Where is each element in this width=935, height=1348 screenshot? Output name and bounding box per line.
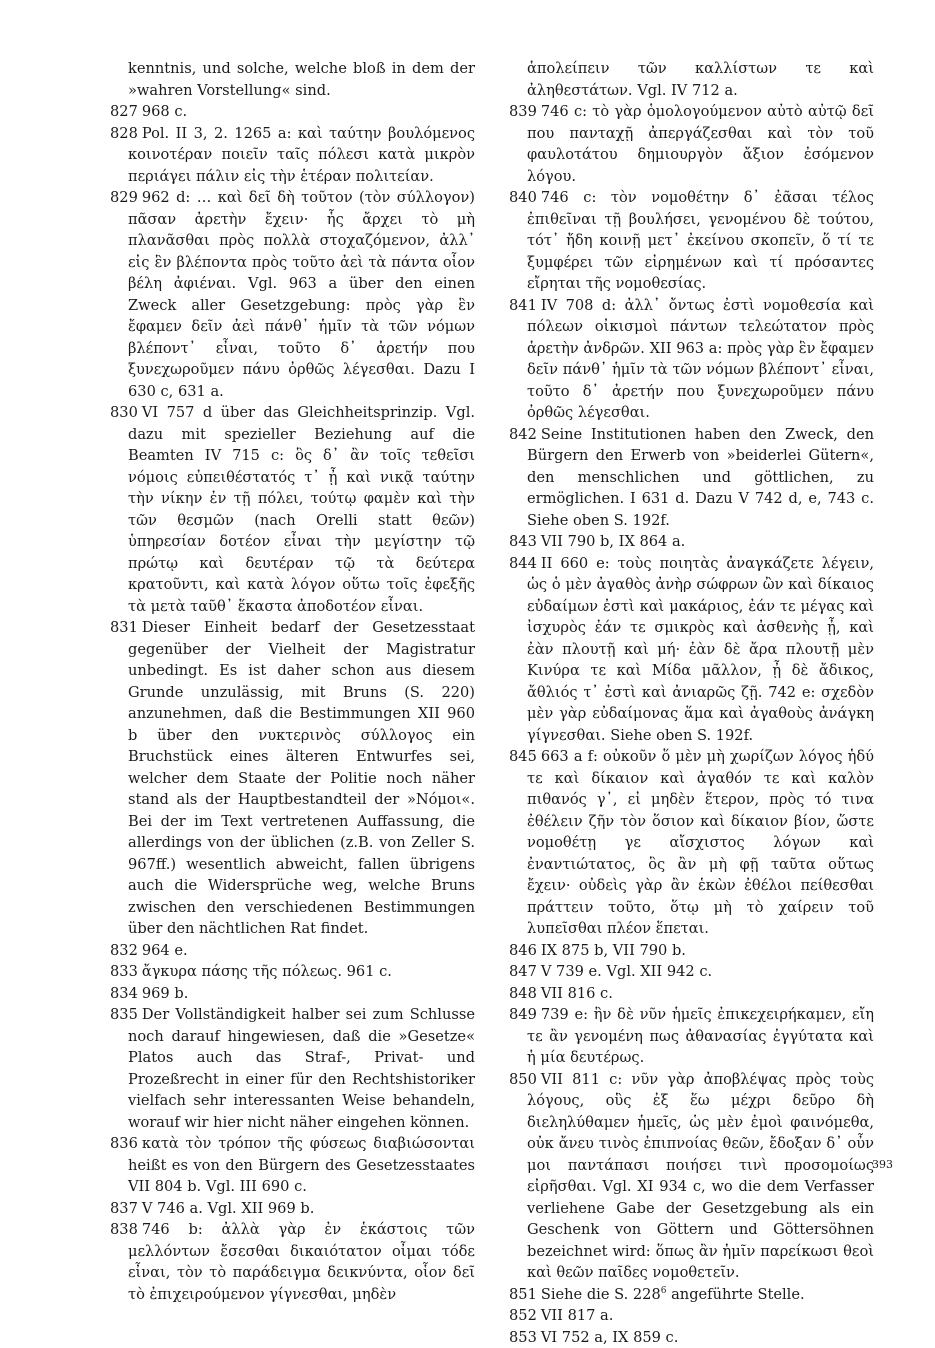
footnote-834 [110,983,475,1005]
note-number: 848 [509,985,537,1002]
note-number: 853 [509,1329,537,1346]
footnote-843 [509,531,874,553]
note-text: VII 817 a. [541,1307,614,1324]
note-number: 836 [110,1135,138,1152]
note-number: 843 [509,533,537,550]
note-text: VII 790 b, IX 864 a. [541,533,685,550]
note-number: 852 [509,1307,537,1324]
footnote-833 [110,961,475,983]
note-number: 851 [509,1286,537,1303]
footnote-828 [110,123,475,188]
footnote-853 [509,1327,874,1348]
note-text: ἄγκυρα πάσης τῆς πόλεως. 961 c. [142,963,392,980]
note-number: 841 [509,297,537,314]
note-text: II 660 e: τοὺς ποιητὰς ἀναγκάζετε λέγειν, ὡς ὁ μὲν ἀγαθὸς ἀνὴρ σώφρων ὢν καὶ δίκαιος εὐδαίμων ἐστὶ καὶ μακάριος, ἐάν τε μέγας καὶ ἰσχυρὸς ἐάν τε σμικρὸς καὶ ἀσθενὴς ᾖ, καὶ ἐὰν πλουτῇ καὶ μή· ἐὰν δὲ ἄρα πλουτῇ μὲν Κινύρα τε καὶ Μίδα μᾶλλον, ᾖ δὲ ἄδικος, ἄθλιός τ᾽ ἐστὶ καὶ ἀνιαρῶς ζῇ. 742 e: σχεδὸν μὲν γὰρ εὐδαίμονας ἅμα καὶ ἀγαθοὺς ἀνάγκη γίγνεσθαι. Siehe oben S. 192f. [527,555,874,744]
footnote-827 [110,101,475,123]
note-text: 968 c. [142,103,187,120]
footnote-829 [110,187,475,402]
footnote-846 [509,940,874,962]
note-number: 837 [110,1200,138,1217]
footnote-838 [110,1219,475,1305]
note-number: 845 [509,748,537,765]
note-number: 829 [110,189,138,206]
footnote-831 [110,617,475,940]
footnote-845 [509,746,874,940]
note-text: Dieser Einheit bedarf der Gesetzesstaat gegenüber der Vielheit der Magistratur unbedingt. Es ist daher schon aus diesem Grunde unzulässig, mit Bruns (S. 220) anzunehmen, daß die Bestimmungen XII 960 b über den νυκτερινὸς σύλλογος ein Bruchstück eines älteren Entwurfes sei, welcher dem Staate der Politie noch näher stand als der Hauptbestandteil der »Νόμοι«. Bei der im Text vertretenen Auffassung, die allerdings von der üblichen (z.B. von Zeller S. 967ff.) wesentlich abweicht, fallen übrigens auch die Widersprüche weg, welche Bruns zwischen den verschiedenen Bestimmungen über den nächtlichen Rat findet. [128,619,475,937]
note-text: VI 757 d über das Gleichheitsprinzip. Vgl. dazu mit spezieller Beziehung auf die Beamten IV 715 c: ὃς δ᾽ ἂν τοῖς τεθεῖσι νόμοις εὐπειθέστατός τ᾽ ᾖ καὶ νικᾷ ταύτην τὴν νίκην ἐν τῇ πόλει, τούτῳ φαμὲν καὶ τὴν τῶν θεσμῶν (nach Orelli statt θεῶν) ὑπηρεσίαν δοτέον εἶναι τὴν μεγίστην τῷ πρώτῳ καὶ δευτέραν τῷ τὰ δεύτερα κρατοῦντι, καὶ κατὰ λόγον οὕτω τοῖς ἐφεξῆς τὰ μετὰ ταῦθ᾽ ἕκαστα ἀποδοτέον εἶναι. [128,404,475,615]
note-number: 831 [110,619,138,636]
footnote-848 [509,983,874,1005]
note-text: VII 811 c: νῦν γὰρ ἀποβλέψας πρὸς τοὺς λόγους, οὓς ἐξ ἕω μέχρι δεῦρο δὴ διεληλύθαμεν ἡμεῖς, ὡς μὲν ἐμοὶ φαινόμεθα, οὐκ ἄνευ τινὸς ἐπιπνοίας θεῶν, ἔδοξαν δ᾽ οὖν μοι παντάπασι ποιήσει τινὶ προσομοίως εἰρῆσθαι. Vgl. XI 934 c, wo die dem Verfasser verliehene Gabe der Gesetzgebung als ein Geschenk von Göttern und Göttersöhnen bezeichnet wird: ὅπως ἂν ἡμῖν παρείκωσι θεοὶ καὶ θεῶν παῖδες νομοθετεῖν. [527,1071,874,1282]
note-text: 969 b. [142,985,188,1002]
footnote-842 [509,424,874,532]
note-text: 746 b: ἀλλὰ γὰρ ἐν ἑκάστοις τῶν μελλόντων ἔσεσθαι δικαιότατον οἶμαι τόδε εἶναι, τὸν τὸ παράδειγμα δεικνύντα, οἷον δεῖ τὸ ἐπιχειρούμενον γίγνεσθαι, μηδὲν [128,1221,475,1303]
note-text: IX 875 b, VII 790 b. [541,942,686,959]
note-number: 844 [509,555,537,572]
footnote-851 [509,1284,874,1306]
note-number: 847 [509,963,537,980]
note-number: 835 [110,1006,138,1023]
note-number: 828 [110,125,138,142]
note-text: 964 e. [142,942,188,959]
note-text: Pol. II 3, 2. 1265 a: καὶ ταύτην βουλόμενος κοινοτέραν ποιεῖν ταῖς πόλεσι κατὰ μικρὸν περιάγει πάλιν εἰς τὴν ἑτέραν πολιτείαν. [128,125,475,185]
note-number: 827 [110,103,138,120]
footnote-847 [509,961,874,983]
page-number: 393 [872,1158,893,1171]
note-text: Siehe die S. 228 [541,1286,661,1303]
note-text: IV 708 d: ἀλλ᾽ ὄντως ἐστὶ νομοθεσία καὶ πόλεων οἰκισμοὶ πάντων τελεώτατον πρὸς ἀρετὴν ἀνδρῶν. XII 963 a: πρὸς γὰρ ἓν ἔφαμεν δεῖν πάνθ᾽ ἡμῖν τὰ τῶν νόμων βλέποντ᾽ εἶναι, τοῦτο δ᾽ ἀρετήν που ξυνεχωροῦμεν πάνυ ὀρθῶς λέγεσθαι. [527,297,874,422]
footnote-837 [110,1198,475,1220]
note-number: 840 [509,189,537,206]
note-number: 832 [110,942,138,959]
note-text: Der Vollständigkeit halber sei zum Schlusse noch darauf hingewiesen, daß die »Gesetze« Platos auch das Straf-, Privat- und Prozeßrecht in einer für den Rechtshistoriker vielfach sehr interessanten Weise behandeln, worauf wir hier nicht näher eingehen können. [128,1006,475,1131]
note-number: 833 [110,963,138,980]
footnote-836 [110,1133,475,1198]
note-text: 663 a f: οὐκοῦν ὅ μὲν μὴ χωρίζων λόγος ἡδύ τε καὶ δίκαιον καὶ ἀγαθόν τε καὶ καλὸν πιθανός γ᾽, εἰ μηδὲν ἕτερον, πρὸς τό τινα ἐθέλειν ζῆν τὸν ὅσιον καὶ δίκαιον βίον, ὥστε νομοθέτῃ γε αἴσχιστος λόγων καὶ ἐναντιώτατος, ὃς ἂν μὴ φῇ ταῦτα οὕτως ἔχειν· οὐδεὶς γὰρ ἂν ἑκὼν ἐθέλοι πείθεσθαι πράττειν τοῦτο, ὅτῳ μὴ τὸ χαίρειν τοῦ λυπεῖσθαι πλέον ἕπεται. [527,748,874,937]
note-number: 842 [509,426,537,443]
note-text: V 739 e. Vgl. XII 942 c. [541,963,712,980]
footnote-849 [509,1004,874,1069]
note-text: V 746 a. Vgl. XII 969 b. [142,1200,315,1217]
superscript: 6 [661,1286,667,1296]
note-text: angeführte Stelle. [666,1286,804,1303]
note-text: VII 816 c. [541,985,613,1002]
note-number: 849 [509,1006,537,1023]
footnote-835 [110,1004,475,1133]
left-column [110,58,475,1305]
note-text: VI 752 a, IX 859 c. [541,1329,679,1346]
footnote-832 [110,940,475,962]
footnote-839 [509,101,874,187]
note-number: 839 [509,103,537,120]
note-text: 746 c: τὸν νομοθέτην δ᾽ ἐᾶσαι τέλος ἐπιθεῖναι τῇ βουλήσει, γενομένου δὲ τούτου, τότ᾽ ἤδη κοινῇ μετ᾽ ἐκείνου σκοπεῖν, ὅ τί τε ξυμφέρει τῶν εἰρημένων καὶ τί πρόσαντες εἴρηται τῆς νομοθεσίας. [527,189,874,292]
note-number: 830 [110,404,138,421]
footnote-844 [509,553,874,747]
note-text: 739 e: ἣν δὲ νῦν ἡμεῖς ἐπικεχειρήκαμεν, εἴη τε ἂν γενομένη πως ἀθανασίας ἐγγύτατα καὶ ἡ μία δευτέρως. [527,1006,874,1066]
footnote-852 [509,1305,874,1327]
footnote-850 [509,1069,874,1284]
continuation-text: ἀπολείπειν τῶν καλλίστων τε καὶ ἀληθεστάτων. Vgl. IV 712 a. [509,58,874,101]
note-text: Seine Institutionen haben den Zweck, den Bürgern den Erwerb von »beiderlei Gütern«, den menschlichen und göttlichen, zu ermöglichen. I 631 d. Dazu V 742 d, e, 743 c. Siehe oben S. 192f. [527,426,874,529]
footnote-830 [110,402,475,617]
note-number: 850 [509,1071,537,1088]
footnote-840 [509,187,874,295]
note-text: 746 c: τὸ γὰρ ὁμολογούμενον αὐτὸ αὐτῷ δεῖ που πανταχῇ ἀπεργάζεσθαι καὶ τὸν τοῦ φαυλοτάτου δημιουργὸν ἄξιον ἐσόμενον λόγου. [527,103,874,185]
footnote-841 [509,295,874,424]
note-text: 962 d: … καὶ δεῖ δὴ τοῦτον (τὸν σύλλογον) πᾶσαν ἀρετὴν ἔχειν· ἧς ἄρχει τὸ μὴ πλανᾶσθαι πρὸς πολλὰ στοχαζόμενον, ἀλλ᾽ εἰς ἓν βλέποντα πρὸς τοῦτο ἀεὶ τὰ πάντα οἷον βέλη ἀφιέναι. Vgl. 963 a über den einen Zweck aller Gesetzgebung: πρὸς γὰρ ἓν ἔφαμεν δεῖν ἀεὶ πάνθ᾽ ἡμῖν τὰ τῶν νόμων βλέποντ᾽ εἶναι, τοῦτο δ᾽ ἀρετήν που ξυνεχωροῦμεν πάνυ ὀρθῶς λέγεσθαι. Dazu I 630 c, 631 a. [128,189,475,400]
note-number: 838 [110,1221,138,1238]
note-number: 846 [509,942,537,959]
note-text: κατὰ τὸν τρόπον τῆς φύσεως διαβιώσονται heißt es von den Bürgern des Gesetzesstaates VII 804 b. Vgl. III 690 c. [128,1135,475,1195]
note-number: 834 [110,985,138,1002]
continuation-text: kenntnis, und solche, welche bloß in dem der »wahren Vorstellung« sind. [110,58,475,101]
right-column [509,58,874,1348]
